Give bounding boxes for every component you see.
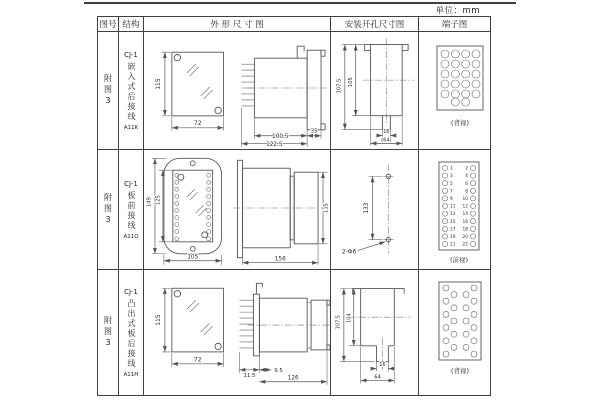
row1-terminal-cell (419, 32, 490, 150)
side-dimensions (242, 172, 329, 265)
row2-outline-diagram (144, 150, 330, 269)
row1-structure-cell (119, 32, 144, 150)
front-dimensions (155, 52, 224, 131)
model-label: CJ-1 (124, 179, 138, 188)
terminal-number: 3 (450, 174, 453, 180)
model-label: CJ-1 (124, 287, 138, 296)
terminal-number: 8 (465, 189, 468, 195)
terminal-number: 20 (462, 235, 468, 240)
code-label: A11K (123, 124, 139, 131)
dim-label: 149 (146, 197, 153, 207)
mounting-dimensions (342, 176, 386, 255)
model-label: CJ-1 (124, 50, 138, 59)
terminal-number: 18 (462, 227, 468, 233)
header-mounting: 安装开孔尺寸图 (331, 17, 419, 32)
row2-mounting-diagram (331, 150, 418, 269)
dim-label: 35 (310, 128, 318, 135)
front-view (172, 288, 224, 352)
dim-label: 107.5 (336, 78, 343, 94)
terminal-number: 10 (462, 197, 468, 202)
terminal-number: 19 (450, 235, 456, 240)
row1-terminal-diagram (419, 32, 490, 149)
terminal-number: 16 (462, 219, 468, 225)
row2-terminal-diagram (419, 150, 490, 269)
spec-table (97, 16, 491, 396)
mounting-dimensions (336, 45, 402, 146)
side-dimensions (241, 108, 321, 148)
row3-outline-diagram (144, 272, 330, 394)
dim-label: 72 (193, 355, 202, 363)
dim-label: 16 (383, 129, 390, 136)
structure-type-label: 板前接线 (127, 190, 136, 231)
dim-label: 156 (274, 256, 286, 263)
view-label: (前视) (449, 256, 469, 264)
header-fig-no: 图号 (98, 17, 119, 32)
row2-fig-no-cell (98, 150, 119, 270)
front-dimensions (155, 288, 224, 367)
terminal-number: 4 (465, 174, 468, 180)
fig-no-label: 附图3 (103, 315, 113, 350)
terminal-number: 11 (450, 204, 456, 210)
terminal-number: 7 (450, 189, 453, 195)
dim-label: 104 (346, 312, 353, 323)
row3-outline-cell (144, 270, 331, 395)
dim-label: 72 (193, 119, 202, 127)
dim-label: 115 (323, 203, 330, 213)
row3-fig-no-cell (98, 270, 119, 395)
terminal-number: 12 (462, 204, 468, 210)
fig-no-label: 附图3 (103, 192, 113, 227)
terminal-number: 17 (450, 227, 456, 233)
terminal-number: 21 (450, 242, 456, 248)
dim-label: 126 (287, 375, 299, 382)
fig-no-label: 附图3 (103, 73, 113, 108)
dim-label: 125 (155, 195, 162, 205)
terminal-numbers (450, 166, 468, 248)
terminal-number: 5 (450, 181, 453, 187)
terminal-circles-left (442, 165, 447, 246)
row3-mounting-cell (331, 270, 419, 395)
dim-label: 105 (187, 254, 199, 261)
cutout-profile (347, 288, 410, 371)
terminal-number: 9 (450, 197, 453, 202)
dim-label: 11.5 (243, 372, 256, 379)
terminal-dots-right (207, 173, 211, 241)
header-outline: 外 形 尺 寸 图 (144, 17, 331, 32)
row1-outline-cell (144, 32, 331, 150)
dim-label: (64) (381, 137, 392, 144)
mounting-dimensions (335, 288, 394, 383)
terminal-circles (441, 50, 480, 98)
dim-label: 115 (154, 313, 162, 326)
row1-mounting-cell (331, 32, 419, 150)
terminal-circles-right (463, 285, 477, 357)
row3-terminal-cell (419, 270, 490, 395)
side-dimensions (239, 350, 327, 384)
dim-label: 16 (379, 361, 386, 368)
side-view (234, 160, 324, 257)
terminal-number: 2 (465, 166, 468, 172)
dim-label: 115 (154, 78, 162, 90)
terminal-number: 14 (462, 212, 468, 218)
unit-label: 单位：mm (435, 6, 480, 16)
terminal-number: 1 (450, 166, 453, 172)
terminal-dots-left (175, 173, 179, 241)
hole-spec-label: 2-Φ6 (341, 248, 357, 256)
row3-mounting-diagram (331, 272, 418, 394)
dim-label: 100.5 (272, 134, 289, 141)
view-label: (背视) (450, 119, 470, 127)
structure-type-label: 嵌入式后接线 (127, 61, 136, 122)
side-view (241, 46, 327, 130)
structure-type-label: 凸出式板后接线 (127, 298, 136, 369)
dim-label: 133 (364, 202, 371, 214)
row1-mounting-diagram (331, 32, 418, 149)
terminal-number: 22 (462, 242, 468, 248)
header-terminal: 端子图 (419, 17, 490, 32)
row1-outline-diagram (144, 32, 330, 149)
terminal-circles-right (470, 165, 475, 246)
dim-label: 105 (347, 77, 354, 87)
row3-terminal-diagram (419, 272, 490, 394)
dim-label: 64 (374, 373, 381, 380)
code-label: A11Q (123, 233, 139, 240)
header-structure: 结构 (119, 17, 144, 32)
row3-structure-cell (119, 270, 144, 395)
terminal-number: 15 (450, 219, 456, 225)
dim-label: 9.5 (274, 367, 283, 374)
dim-label: 122.5 (266, 142, 283, 149)
hole-layout (383, 165, 393, 254)
side-view (239, 283, 330, 356)
row2-structure-cell (119, 150, 144, 270)
row2-terminal-cell (419, 150, 490, 270)
terminal-number: 13 (450, 212, 456, 218)
row1-fig-no-cell (98, 32, 119, 150)
front-view (164, 158, 222, 253)
row2-mounting-cell (331, 150, 419, 270)
dim-label: 107.5 (335, 314, 342, 329)
terminal-circles-left (443, 285, 457, 357)
terminal-number: 6 (465, 181, 468, 187)
row2-outline-cell (144, 150, 331, 270)
code-label: A11H (123, 371, 139, 378)
view-label: (背视) (450, 366, 470, 375)
front-view (172, 52, 224, 116)
